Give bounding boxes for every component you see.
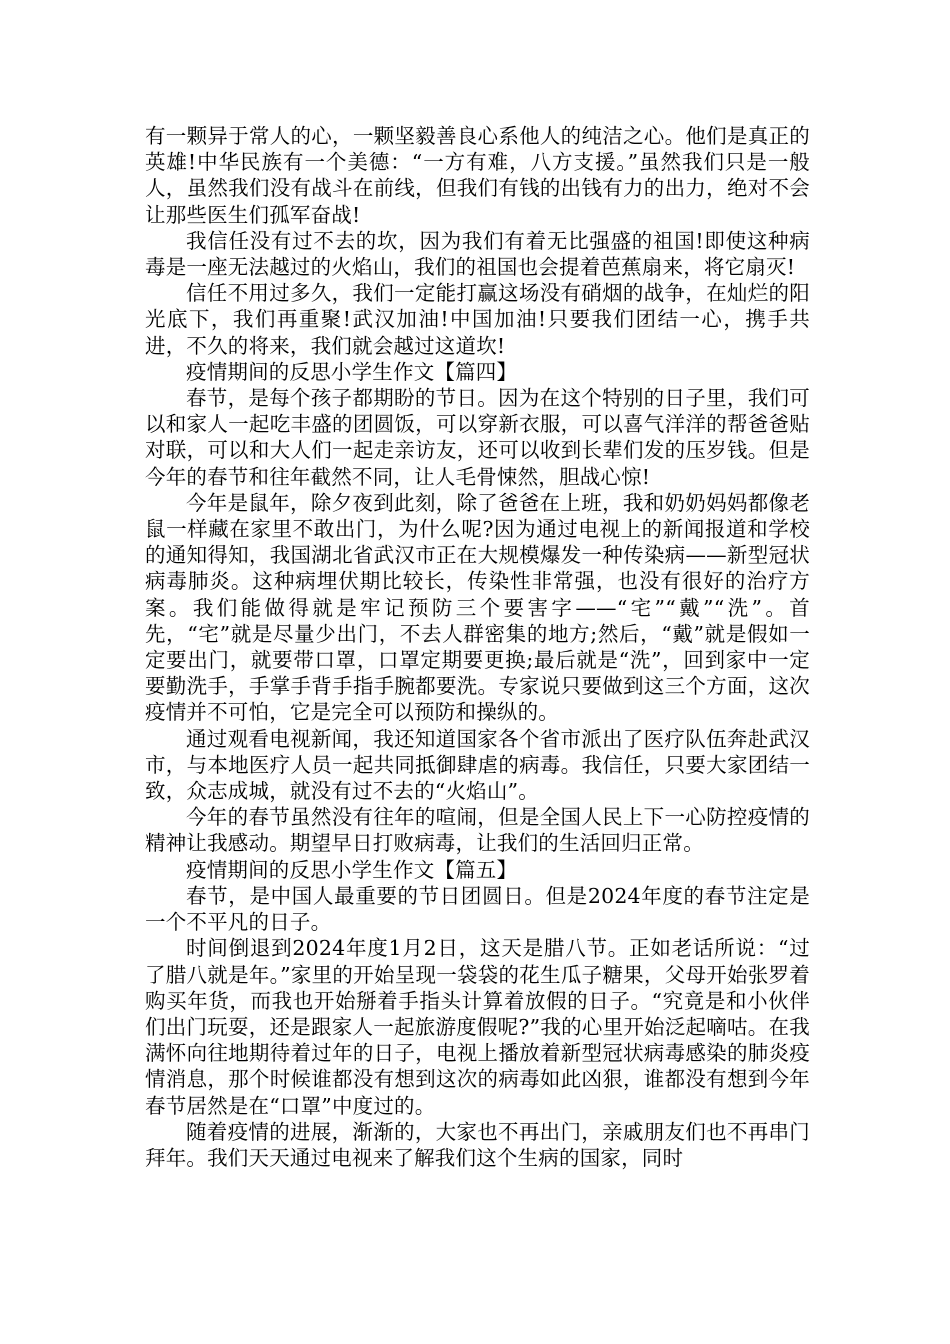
paragraph-2: 我信任没有过不去的坎，因为我们有着无比强盛的祖国!即使这种病毒是一座无法越过的火焰山，我们的祖国也会提着芭蕉扇来，将它扇灭! bbox=[145, 228, 810, 280]
document-body bbox=[145, 123, 810, 1171]
paragraph-1: 有一颗异于常人的心，一颗坚毅善良心系他人的纯洁之心。他们是真正的英雄!中华民族有一个美德：“一方有难，八方支援。”虽然我们只是一般人，虽然我们没有战斗在前线，但我们有钱的出钱有力的出力，绝对不会让那些医生们孤军奋战! bbox=[145, 124, 810, 227]
paragraph-6: 今年是鼠年，除夕夜到此刻，除了爸爸在上班，我和奶奶妈妈都像老鼠一样藏在家里不敢出门，为什么呢?因为通过电视上的新闻报道和学校的通知得知，我国湖北省武汉市正在大规模爆发一种传染病——新型冠状病毒肺炎。这种病埋伏期比较长，传染性非常强，也没有很好的治疗方案。我们能做得就是牢记预防三个要害字——“宅”“戴”“洗”。首先，“宅”就是尽量少出门，不去人群密集的地方;然后，“戴”就是假如一定要出门，就要带口罩，口罩定期要更换;最后就是“洗”，回到家中一定要勤洗手，手掌手背手指手腕都要洗。专家说只要做到这三个方面，这次疫情并不可怕，它是完全可以预防和操纵的。 bbox=[145, 490, 810, 725]
paragraph-3: 信任不用过多久，我们一定能打赢这场没有硝烟的战争，在灿烂的阳光底下，我们再重聚!武汉加油!中国加油!只要我们团结一心，携手共进，不久的将来，我们就会越过这道坎! bbox=[145, 281, 810, 358]
section-heading-5: 疫情期间的反思小学生作文【篇五】 bbox=[186, 857, 518, 882]
paragraph-10: 春节，是中国人最重要的节日团圆日。但是2024年度的春节注定是一个不平凡的日子。 bbox=[145, 883, 810, 935]
paragraph-8: 今年的春节虽然没有往年的喧闹，但是全国人民上下一心防控疫情的精神让我感动。期望早日打败病毒，让我们的生活回归正常。 bbox=[145, 805, 810, 856]
section-heading-4: 疫情期间的反思小学生作文【篇四】 bbox=[186, 359, 518, 384]
paragraph-5: 春节，是每个孩子都期盼的节日。因为在这个特别的日子里，我们可以和家人一起吃丰盛的团圆饭，可以穿新衣服，可以喜气洋洋的帮爸爸贴对联，可以和大人们一起走亲访友，还可以收到长辈们发的压岁钱。但是今年的春节和往年截然不同，让人毛骨悚然，胆战心惊! bbox=[145, 386, 810, 489]
paragraph-11: 时间倒退到2024年度1月2日，这天是腊八节。正如老话所说：“过了腊八就是年。”家里的开始呈现一袋袋的花生瓜子糖果，父母开始张罗着购买年货，而我也开始掰着手指头计算着放假的日子。“究竟是和小伙伴们出门玩耍，还是跟家人一起旅游度假呢?”我的心里开始泛起嘀咕。在我满怀向往地期待着过年的日子，电视上播放着新型冠状病毒感染的肺炎疫情消息，那个时候谁都没有想到这次的病毒如此凶狠，谁都没有想到今年春节居然是在“口罩”中度过的。 bbox=[145, 936, 810, 1118]
paragraph-7: 通过观看电视新闻，我还知道国家各个省市派出了医疗队伍奔赴武汉市，与本地医疗人员一起共同抵御肆虐的病毒。我信任，只要大家团结一致，众志成城，就没有过不去的“火焰山”。 bbox=[145, 726, 810, 804]
paragraph-12: 随着疫情的进展，渐渐的，大家也不再出门，亲戚朋友们也不再串门拜年。我们天天通过电视来了解我们这个生病的国家，同时 bbox=[145, 1119, 810, 1170]
